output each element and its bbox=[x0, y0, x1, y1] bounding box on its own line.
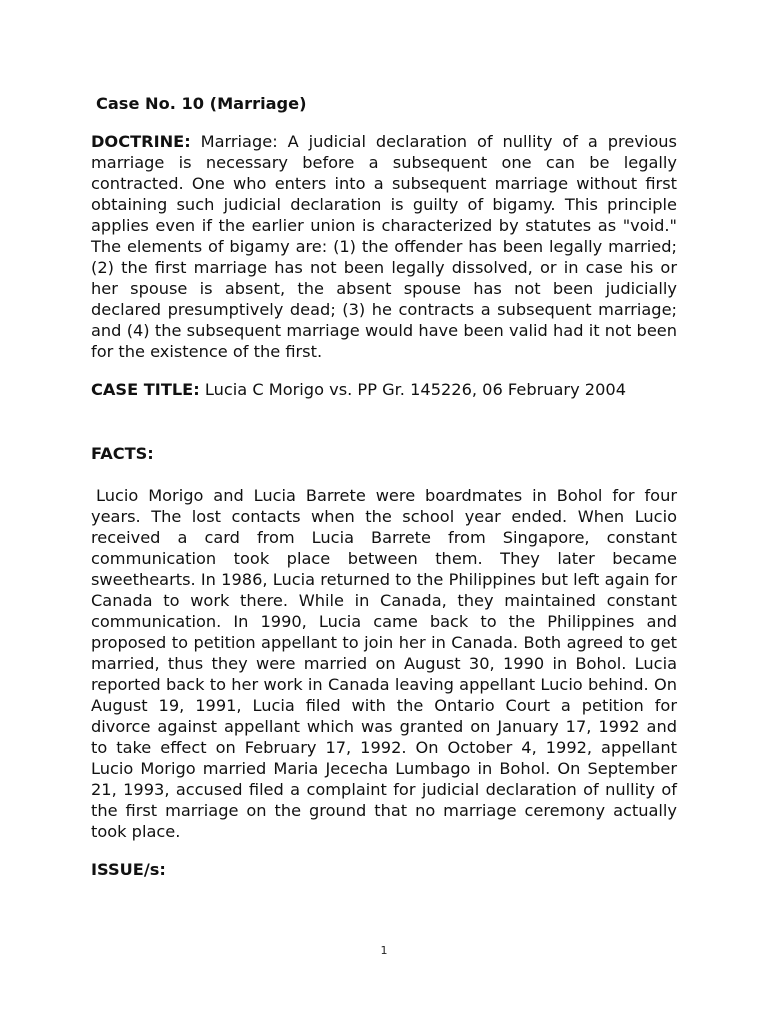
case-title-paragraph bbox=[91, 379, 677, 400]
document-content bbox=[91, 93, 677, 880]
doctrine-paragraph bbox=[91, 131, 677, 362]
case-title-label: CASE TITLE: bbox=[91, 380, 200, 399]
doctrine-text: Marriage: A judicial declaration of nullity of a previous marriage is necessary before a subsequent one can be legally contracted. One who enters into a subsequent marriage without first obtaining such judicial declaration is guilty of bigamy. This principle applies even if the earlier union is characterized by statutes as "void." The elements of bigamy are: (1) the offender has been legally married; (2) the first marriage has not been legally dissolved, or in case his or her spouse is absent, the absent spouse has not been judicially declared presumptively dead; (3) he contracts a subsequent marriage; and (4) the subsequent marriage would have been valid had it not been for the existence of the first. bbox=[91, 132, 677, 361]
facts-paragraph: Lucio Morigo and Lucia Barrete were boardmates in Bohol for four years. The lost contacts when the school year ended. When Lucio received a card from Lucia Barrete from Singapore, constant communication took place between them. They later became sweethearts. In 1986, Lucia returned to the Philippines but left again for Canada to work there. While in Canada, they maintained constant communication. In 1990, Lucia came back to the Philippines and proposed to petition appellant to join her in Canada. Both agreed to get married, thus they were married on August 30, 1990 in Bohol. Lucia reported back to her work in Canada leaving appellant Lucio behind. On August 19, 1991, Lucia filed with the Ontario Court a petition for divorce against appellant which was granted on January 17, 1992 and to take effect on February 17, 1992. On October 4, 1992, appellant Lucio Morigo married Maria Jececha Lumbago in Bohol. On September 21, 1993, accused filed a complaint for judicial declaration of nullity of the first marriage on the ground that no marriage ceremony actually took place. bbox=[91, 486, 677, 841]
case-heading: Case No. 10 (Marriage) bbox=[96, 94, 307, 113]
doctrine-label: DOCTRINE: bbox=[91, 132, 191, 151]
issue-heading: ISSUE/s: bbox=[91, 860, 166, 879]
page-number: 1 bbox=[380, 944, 388, 957]
facts-heading: FACTS: bbox=[91, 444, 154, 463]
case-title-text: Lucia C Morigo vs. PP Gr. 145226, 06 February 2004 bbox=[204, 380, 627, 399]
